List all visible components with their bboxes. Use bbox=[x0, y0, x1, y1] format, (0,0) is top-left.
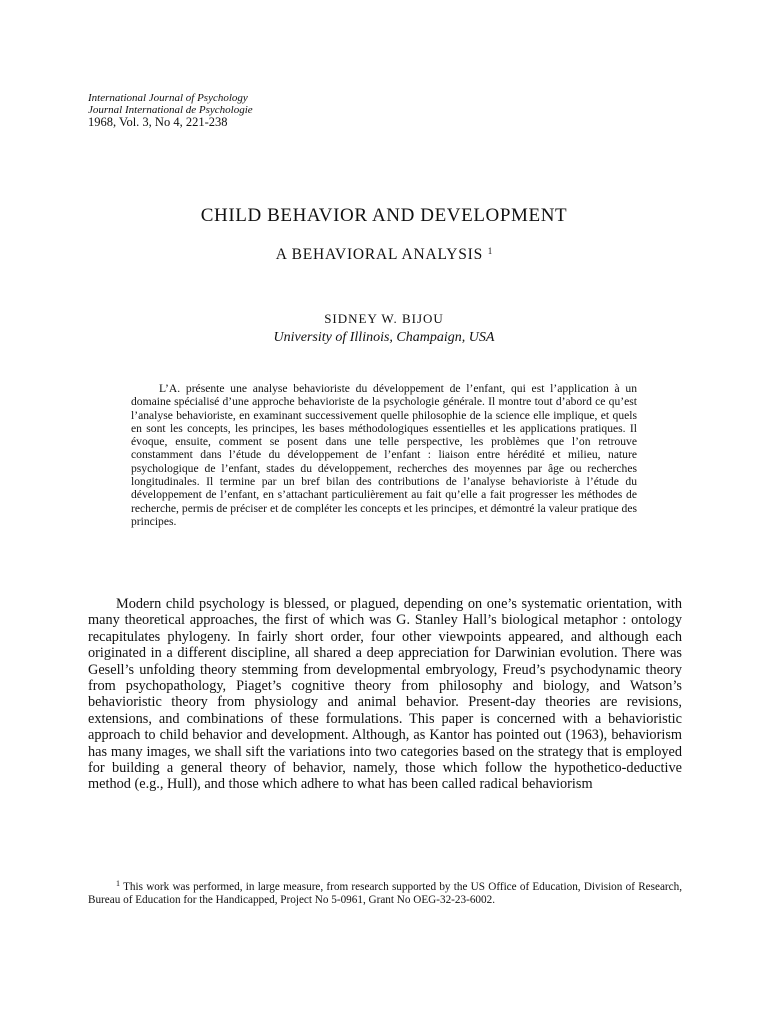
paper-subtitle-block bbox=[0, 246, 768, 264]
footnote-mark: 1 bbox=[116, 879, 120, 888]
footnote bbox=[88, 877, 682, 907]
author-name: SIDNEY W. BIJOU bbox=[324, 311, 444, 326]
journal-citation bbox=[88, 92, 253, 128]
journal-issue: 1968, Vol. 3, No 4, 221-238 bbox=[88, 115, 228, 129]
journal-name-fr: Journal International de Psychologie bbox=[88, 104, 253, 116]
paper-subtitle: A BEHAVIORAL ANALYSIS bbox=[275, 246, 484, 263]
subtitle-footnote-mark: 1 bbox=[487, 246, 493, 256]
journal-name-en: International Journal of Psychology bbox=[88, 92, 248, 104]
paper-title: CHILD BEHAVIOR AND DEVELOPMENT bbox=[200, 205, 568, 226]
footnote-text: This work was performed, in large measure, from research supported by the US Office of Education, Division of Research, Bureau of Education for the Handicapped, Project No 5-0961, Grant No OEG-32-23-6002. bbox=[88, 881, 682, 906]
author-affiliation: University of Illinois, Champaign, USA bbox=[273, 330, 495, 345]
abstract-french: L’A. présente une analyse behavioriste du développement de l’enfant, qui est l’application à un domaine spécialisé d’une approche behavioriste de la psychologie générale. Il montre tout d’abord ce qu’est l’analyse behavioriste, en examinant successivement quelle philosophie de la science elle implique, et quels en sont les concepts, les principes, les bases méthodologiques essentielles et les applications pratiques. Il évoque, ensuite, comment se posent dans une telle perspective, les problèmes que l’on retrouve constamment dans l’étude du développement de l’enfant : liaison entre hérédité et milieu, nature psychologique de l’enfant, stades du développement, recherches des moyennes par âge ou recherches longitudinales. Il termine par un bref bilan des contributions de l’analyse behavioriste à l’étude du développement de l’enfant, en s’attachant particulièrement au fait qu’elle a fait progresser les méthodes de recherche, permis de préciser et de compléter les concepts et les principes, et démontré la valeur pratique des principes. bbox=[131, 382, 637, 528]
body-paragraph: Modern child psychology is blessed, or plagued, depending on one’s systematic orientation, with many theoretical approaches, the first of which was G. Stanley Hall’s biological metaphor : ontology recapitulates phylogeny. In fairly short order, four other viewpoints appeared, and although each originated in a different discipline, all shared a deep appreciation for Darwinian evolution. There was Gesell’s unfolding theory stemming from developmental embryology, Freud’s psychodynamic theory from psychopathology, Piaget’s cognitive theory from philosophy and biology, and Watson’s behavioristic theory from physiology and animal behavior. Present-day theories are revisions, extensions, and combinations of these formulations. This paper is concerned with a behavioristic approach to child behavior and development. Although, as Kantor has pointed out (1963), behaviorism has many images, we shall sift the variations into two categories based on the strategy that is employed for building a general theory of behavior, namely, those which follow the hypothetico-deductive method (e.g., Hull), and those which adhere to what has been called radical behaviorism bbox=[88, 596, 682, 793]
